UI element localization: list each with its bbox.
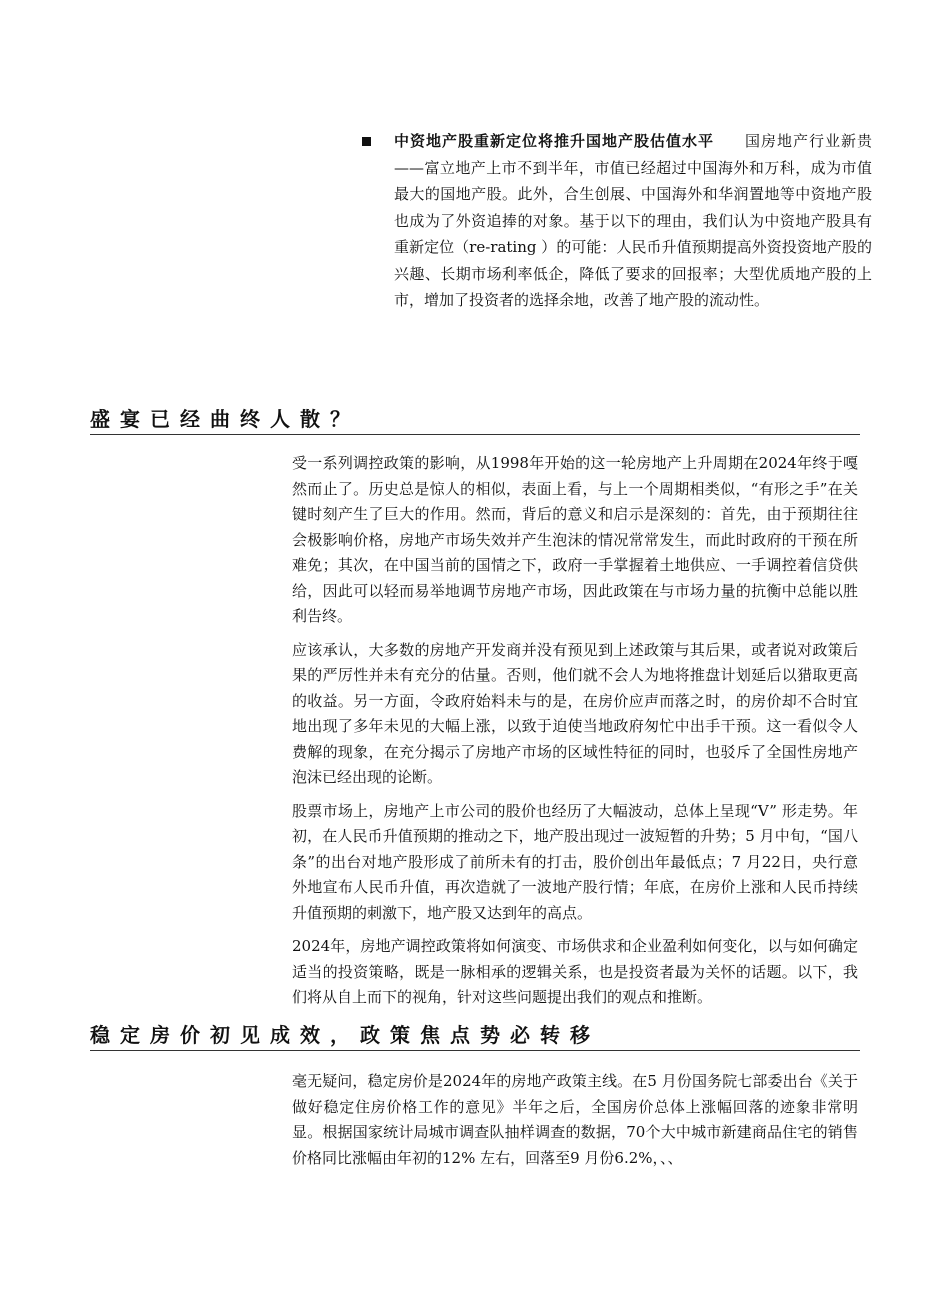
bullet-paragraph xyxy=(394,128,872,314)
paragraph: 股票市场上，房地产上市公司的股价也经历了大幅波动，总体上呈现“V” 形走势。年初，在人民币升值预期的推动之下，地产股出现过一波短暂的升势；5 月中旬，“国八条”的出台对地产股形成了前所未有的打击，股价创出年最低点；7 月22日，央行意外地宣布人民币升值，再次造就了一波地产股行情；年底，在房价上涨和人民币持续升值预期的刺激下，地产股又达到年的高点。 xyxy=(292,801,858,922)
square-bullet-icon xyxy=(362,137,371,146)
section-heading-feast-over: 盛宴已经曲终人散？ xyxy=(90,405,860,435)
section-1-body xyxy=(292,451,858,1019)
paragraph: 毫无疑问，稳定房价是2024年的房地产政策主线。在5 月份国务院七部委出台《关于做好稳定住房价格工作的意见》半年之后，全国房价总体上涨幅回落的迹象非常明显。根据国家统计局城市调查队抽样调查的数据，70个大中城市新建商品住宅的销售价格同比涨幅由年初的12% 左右，回落至9 月份6.2%，、、 xyxy=(292,1072,858,1167)
section-heading-stabilize-prices: 稳定房价初见成效，政策焦点势必转移 xyxy=(90,1021,860,1051)
bullet-heading: 中资地产股重新定位将推升国地产股估值水平 xyxy=(394,132,714,150)
section-2-body xyxy=(292,1069,858,1179)
paragraph: 受一系列调控政策的影响，从1998年开始的这一轮房地产上升周期在2024年终于嘎然而止了。历史总是惊人的相似，表面上看，与上一个周期相类似，“有形之手”在关键时刻产生了巨大的作用。然而，背后的意义和启示是深刻的：首先，由于预期往往会极影响价格，房地产市场失效并产生泡沫的情况常常发生，而此时政府的干预在所难免；其次，在中国当前的国情之下，政府一手掌握着土地供应、一手调控着信贷供给，因此可以轻而易举地调节房地产市场，因此政策在与市场力量的抗衡中总能以胜利告终。 xyxy=(292,454,858,625)
paragraph: 2024年，房地产调控政策将如何演变、市场供求和企业盈利如何变化，以与如何确定适当的投资策略，既是一脉相承的逻辑关系，也是投资者最为关怀的话题。以下，我们将从自上而下的视角，针对这些问题提出我们的观点和推断。 xyxy=(292,937,858,1006)
paragraph: 应该承认，大多数的房地产开发商并没有预见到上述政策与其后果，或者说对政策后果的严厉性并未有充分的估量。否则，他们就不会人为地将推盘计划延后以猎取更高的收益。另一方面，令政府始料未与的是，在房价应声而落之时，的房价却不合时宜地出现了多年未见的大幅上涨，以致于迫使当地政府匆忙中出手干预。这一看似令人费解的现象，在充分揭示了房地产市场的区域性特征的同时，也驳斥了全国性房地产泡沫已经出现的论断。 xyxy=(292,640,858,786)
bullet-body-text: 国房地产行业新贵——富立地产上市不到半年，市值已经超过中国海外和万科，成为市值最大的国地产股。此外，合生创展、中国海外和华润置地等中资地产股也成为了外资追捧的对象。基于以下的理由，我们认为中资地产股具有重新定位（re-rating ）的可能：人民币升值预期提高外资投资地产股的兴趣、长期市场利率低企，降低了要求的回报率；大型优质地产股的上市，增加了投资者的选择余地，改善了地产股的流动性。 xyxy=(394,132,872,309)
